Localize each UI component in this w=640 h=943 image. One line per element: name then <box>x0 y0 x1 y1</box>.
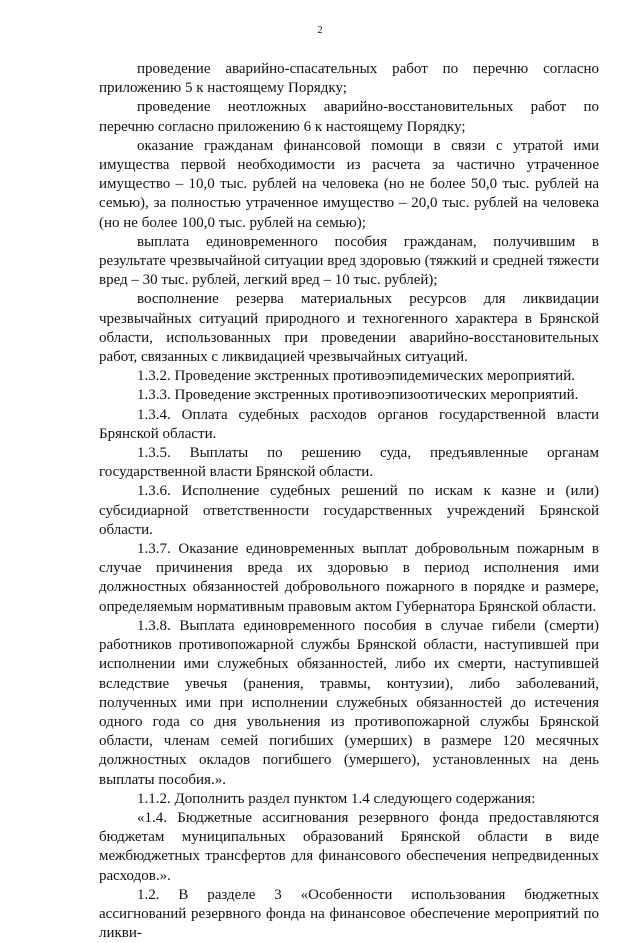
paragraph: 1.3.4. Оплата судебных расходов органов государственной власти Брянской области. <box>99 406 599 442</box>
paragraph: оказание гражданам финансовой помощи в связи с утратой ими имущества первой необходимости из расчета за частично утраченное имущество – 10,0 тыс. рублей на человека (но не более 50,0 тыс. рублей на семью), за полностью утраченное имущество – 20,0 тыс. рублей на человека (но не более 100,0 тыс. рублей на семью); <box>99 137 599 231</box>
paragraph: 1.3.3. Проведение экстренных противоэпизоотических мероприятий. <box>137 387 579 404</box>
paragraph: 1.3.5. Выплаты по решению суда, предъявленные органам государственной власти Брянской области. <box>99 445 599 481</box>
paragraph: восполнение резерва материальных ресурсов для ликвидации чрезвычайных ситуаций природного и техногенного характера в Брянской области, использованных при проведении аварийно-восстановительных работ, связанных с ликвидацией чрезвычайных ситуаций. <box>99 291 599 366</box>
paragraph: выплата единовременного пособия гражданам, получившим в результате чрезвычайной ситуации вред здоровью (тяжкий и средней тяжести вред – 30 тыс. рублей, легкий вред – 10 тыс. рублей); <box>99 233 599 289</box>
document-body <box>99 60 599 943</box>
paragraph: 1.3.6. Исполнение судебных решений по искам к казне и (или) субсидиарной ответственности государственных учреждений Брянской области. <box>99 483 599 538</box>
paragraph: 1.3.8. Выплата единовременного пособия в случае гибели (смерти) работников противопожарной службы Брянской области, наступившей при исполнении ими служебных обязанностей, либо их смерти, наступившей вследствие увечья (ранения, травмы, контузии), либо заболеваний, полученных ими при исполнении служебных обязанностей до истечения одного года со дня увольнения из противопожарной службы Брянской области, членам семей погибших (умерших) в размере 120 месячных должностных окладов погибшего (умершего), установленных на день выплаты пособия.». <box>99 617 599 788</box>
paragraph: «1.4. Бюджетные ассигнования резервного фонда предоставляются бюджетам муниципальных образований Брянской области в виде межбюджетных трансфертов для финансового обеспечения непредвиденных расходов.». <box>99 809 599 884</box>
paragraph: проведение аварийно-спасательных работ по перечню согласно приложению 5 к настоящему Порядку; <box>99 61 599 97</box>
paragraph: 1.3.7. Оказание единовременных выплат добровольным пожарным в случае причинения вреда их здоровью в период исполнения ими должностных обязанностей добровольного пожарного в порядке и размере, определяемым нормативным правовым актом Губернатора Брянской области. <box>99 541 599 615</box>
paragraph: 1.3.2. Проведение экстренных противоэпидемических мероприятий. <box>137 368 575 385</box>
paragraph: 1.1.2. Дополнить раздел пунктом 1.4 следующего содержания: <box>137 790 536 807</box>
paragraph: 1.2. В разделе 3 «Особенности использования бюджетных ассигнований резервного фонда на финансовое обеспечение мероприятий по ликви- <box>99 886 599 942</box>
page-number: 2 <box>317 25 323 36</box>
paragraph: проведение неотложных аварийно-восстановительных работ по перечню согласно приложению 6 к настоящему Порядку; <box>99 99 599 135</box>
